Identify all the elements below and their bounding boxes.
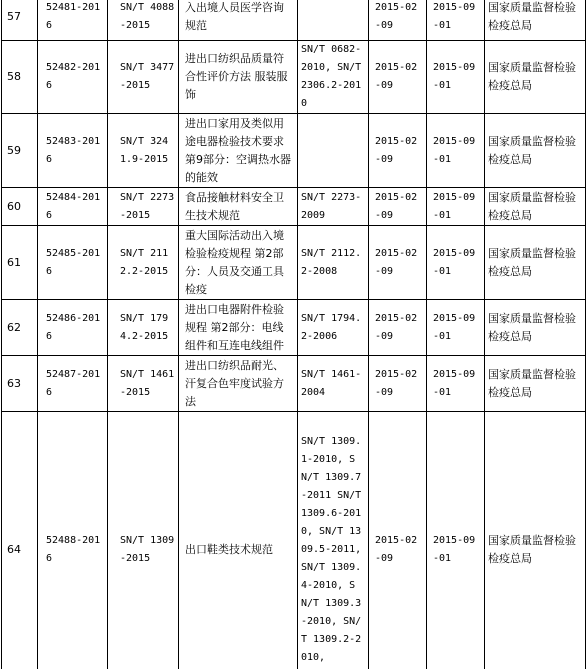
standard-number: SN/T 1461-2015 (108, 356, 179, 412)
issuing-authority: 国家质量监督检验检疫总局 (485, 41, 586, 114)
standard-number: SN/T 3241.9-2015 (108, 114, 179, 188)
standard-number: SN/T 1309-2015 (108, 412, 179, 669)
replaced-standard: SN/T 1461-2004 (298, 356, 369, 412)
issuing-authority: 国家质量监督检验检疫总局 (485, 226, 586, 300)
issue-date: 2015-02-09 (369, 300, 427, 356)
filing-number: 52481-2016 (38, 0, 108, 41)
table-row (2, 114, 586, 188)
issuing-authority: 国家质量监督检验检疫总局 (485, 188, 586, 226)
filing-number: 52486-2016 (38, 300, 108, 356)
effective-date: 2015-09-01 (427, 412, 485, 669)
row-number: 62 (2, 300, 38, 356)
replaced-standard: SN/T 1309.1-2010, SN/T 1309.7-2011 SN/T 1309.6-2010, SN/T 1309.5-2011, SN/T 1309.4-2010, SN/T 1309.3-2010, SN/T 1309.2-2010, (298, 412, 369, 669)
issue-date: 2015-02-09 (369, 114, 427, 188)
table-row (2, 41, 586, 114)
issuing-authority: 国家质量监督检验检疫总局 (485, 114, 586, 188)
standard-name: 进出口纺织品质量符合性评价方法 服装服饰 (179, 41, 298, 114)
filing-number: 52487-2016 (38, 356, 108, 412)
issuing-authority: 国家质量监督检验检疫总局 (485, 356, 586, 412)
issuing-authority: 国家质量监督检验检疫总局 (485, 0, 586, 41)
table-body (2, 0, 586, 669)
table-row (2, 188, 586, 226)
issue-date: 2015-02-09 (369, 41, 427, 114)
standard-number: SN/T 2273-2015 (108, 188, 179, 226)
row-number: 58 (2, 41, 38, 114)
filing-number: 52488-2016 (38, 412, 108, 669)
standard-name: 重大国际活动出入境检验检疫规程 第2部分：人员及交通工具检疫 (179, 226, 298, 300)
issue-date: 2015-02-09 (369, 412, 427, 669)
replaced-standard: SN/T 0682-2010, SN/T 2306.2-2010 (298, 41, 369, 114)
row-number: 63 (2, 356, 38, 412)
issue-date: 2015-02-09 (369, 356, 427, 412)
filing-number: 52482-2016 (38, 41, 108, 114)
table-row (2, 300, 586, 356)
issue-date: 2015-02-09 (369, 0, 427, 41)
row-number: 64 (2, 412, 38, 669)
effective-date: 2015-09-01 (427, 41, 485, 114)
effective-date: 2015-09-01 (427, 356, 485, 412)
table-row (2, 412, 586, 669)
standard-name: 进出口电器附件检验规程 第2部分：电线组件和互连电线组件 (179, 300, 298, 356)
effective-date: 2015-09-01 (427, 0, 485, 41)
standard-number: SN/T 3477-2015 (108, 41, 179, 114)
standard-number: SN/T 1794.2-2015 (108, 300, 179, 356)
replaced-standard (298, 0, 369, 41)
issuing-authority: 国家质量监督检验检疫总局 (485, 300, 586, 356)
effective-date: 2015-09-01 (427, 300, 485, 356)
standard-name: 出口鞋类技术规范 (179, 412, 298, 669)
effective-date: 2015-09-01 (427, 226, 485, 300)
standard-name: 进出口纺织品耐光、汗复合色牢度试验方法 (179, 356, 298, 412)
table-row (2, 0, 586, 41)
effective-date: 2015-09-01 (427, 114, 485, 188)
standard-number: SN/T 2112.2-2015 (108, 226, 179, 300)
filing-number: 52483-2016 (38, 114, 108, 188)
filing-number: 52484-2016 (38, 188, 108, 226)
replaced-standard: SN/T 1794.2-2006 (298, 300, 369, 356)
table-row (2, 356, 586, 412)
row-number: 59 (2, 114, 38, 188)
standard-name: 入出境人员医学咨询规范 (179, 0, 298, 41)
row-number: 57 (2, 0, 38, 41)
table-row (2, 226, 586, 300)
replaced-standard: SN/T 2112.2-2008 (298, 226, 369, 300)
filing-number: 52485-2016 (38, 226, 108, 300)
issue-date: 2015-02-09 (369, 226, 427, 300)
standard-name: 食品接触材料安全卫生技术规范 (179, 188, 298, 226)
standard-name: 进出口家用及类似用途电器检验技术要求 第9部分：空调热水器的能效 (179, 114, 298, 188)
standards-table (1, 0, 586, 669)
replaced-standard (298, 114, 369, 188)
replaced-standard: SN/T 2273-2009 (298, 188, 369, 226)
row-number: 60 (2, 188, 38, 226)
issuing-authority: 国家质量监督检验检疫总局 (485, 412, 586, 669)
issue-date: 2015-02-09 (369, 188, 427, 226)
standard-number: SN/T 4088-2015 (108, 0, 179, 41)
effective-date: 2015-09-01 (427, 188, 485, 226)
row-number: 61 (2, 226, 38, 300)
